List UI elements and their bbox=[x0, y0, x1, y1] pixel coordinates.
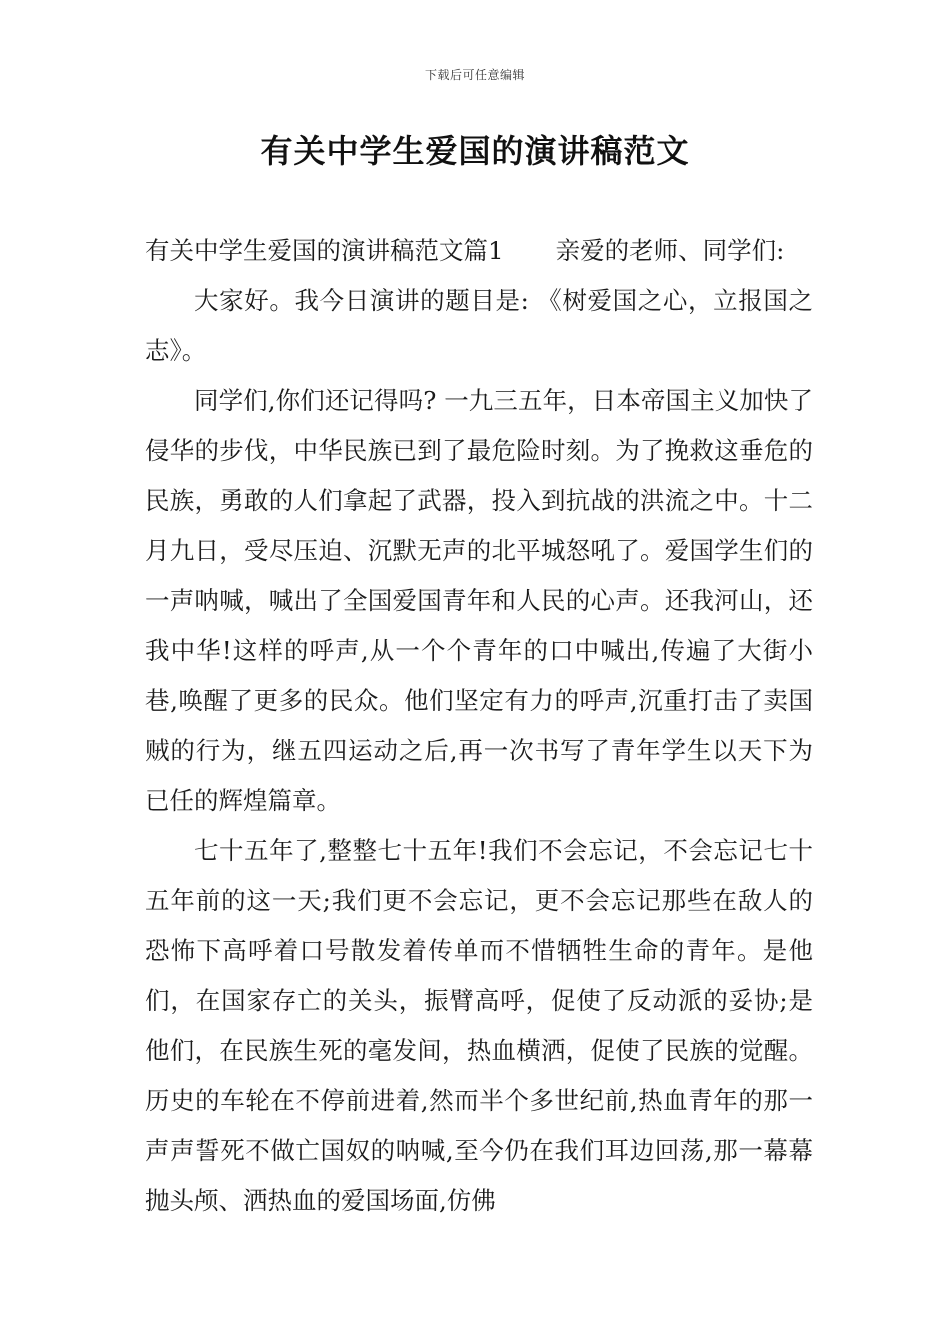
paragraph-history: 同学们,你们还记得吗? 一九三五年，日本帝国主义加快了侵华的步伐，中华民族已到了最危险时刻。为了挽救这垂危的民族，勇敢的人们拿起了武器，投入到抗战的洪流之中。十二月九日，受尽压迫、沉默无声的北平城怒吼了。爱国学生们的一声呐喊，喊出了全国爱国青年和人民的心声。还我河山，还我中华!这样的呼声,从一个个青年的口中喊出,传遍了大街小巷,唤醒了更多的民众。他们坚定有力的呼声,沉重打击了卖国贼的行为，继五四运动之后,再一次书写了青年学生以天下为已任的辉煌篇章。 bbox=[145, 386, 813, 815]
section-heading-line bbox=[145, 226, 813, 276]
salutation: 亲爱的老师、同学们: bbox=[555, 236, 785, 265]
document-body bbox=[145, 226, 813, 1226]
header-note: 下载后可任意编辑 bbox=[424, 68, 525, 82]
paragraph-remembrance: 七十五年了,整整七十五年!我们不会忘记，不会忘记七十五年前的这一天;我们更不会忘记，更不会忘记那些在敌人的恐怖下高呼着口号散发着传单而不惜牺牲生命的青年。是他们，在国家存亡的关头，振臂高呼，促使了反动派的妥协;是他们，在民族生死的毫发间，热血横洒，促使了民族的觉醒。历史的车轮在不停前进着,然而半个多世纪前,热血青年的那一声声誓死不做亡国奴的呐喊,至今仍在我们耳边回荡,那一幕幕抛头颅、洒热血的爱国场面,仿佛 bbox=[145, 836, 813, 1215]
document-title: 有关中学生爱国的演讲稿范文 bbox=[260, 132, 690, 170]
section-heading: 有关中学生爱国的演讲稿范文篇1 bbox=[145, 236, 504, 265]
paragraph-greeting: 大家好。我今日演讲的题目是: 《树爱国之心，立报国之志》。 bbox=[145, 286, 813, 365]
